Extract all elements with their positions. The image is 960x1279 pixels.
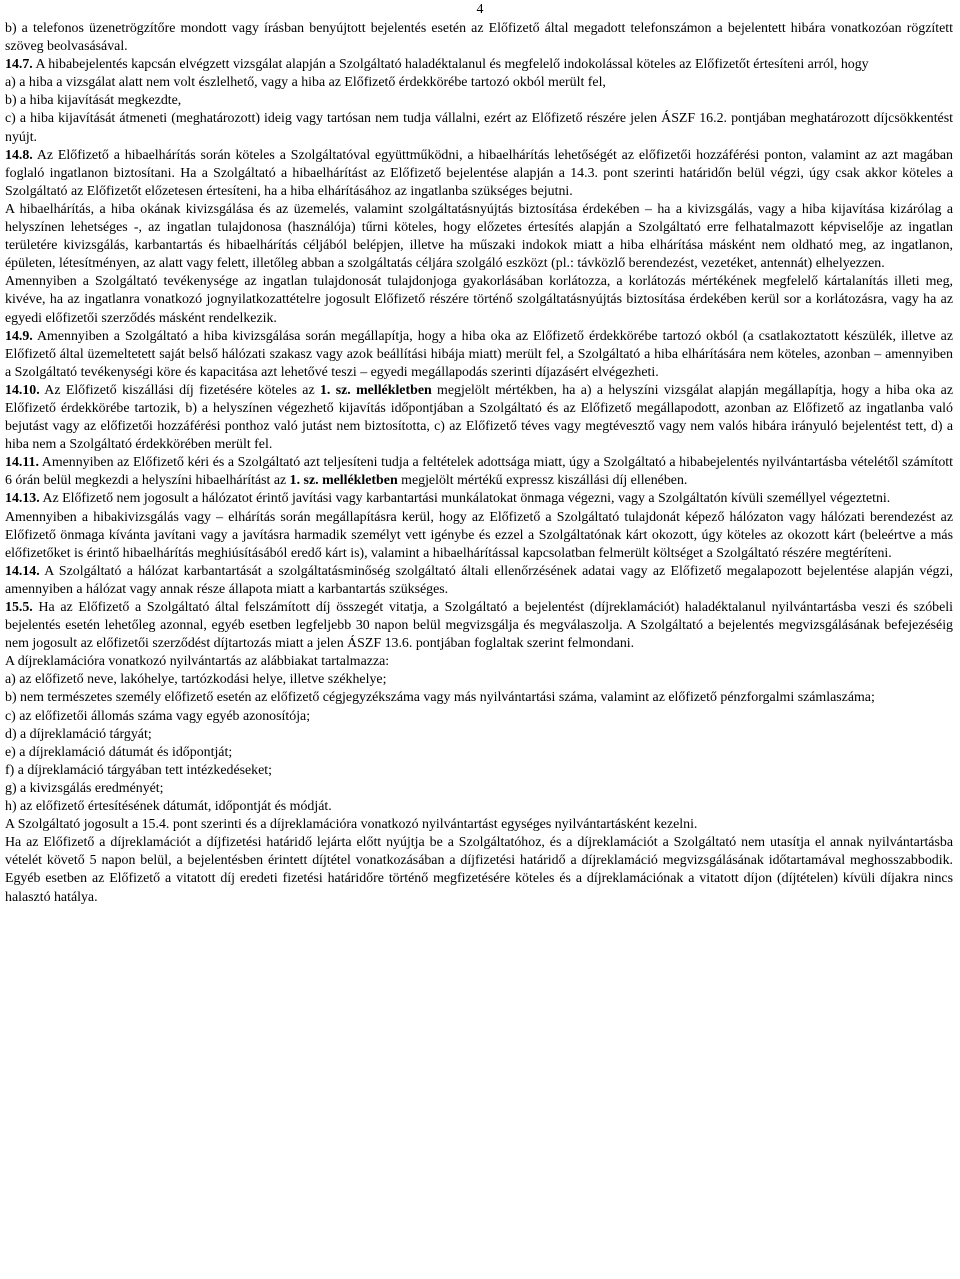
paragraph <box>5 762 953 780</box>
bold-text: 14.13. <box>5 491 40 507</box>
paragraph <box>5 834 953 906</box>
paragraph <box>5 74 953 92</box>
text-run: a) az előfizető neve, lakóhelye, tartózkodási helye, illetve székhelye; <box>5 672 387 688</box>
bold-text: 14.9. <box>5 328 33 344</box>
paragraph <box>5 490 953 508</box>
text-run: d) a díjreklamáció tárgyát; <box>5 726 152 742</box>
paragraph <box>5 110 953 146</box>
text-run: Az Előfizető nem jogosult a hálózatot érintő javítási vagy karbantartási munkálatokat önmaga végezni, vagy a Szolgáltatón kívüli személlyel végeztetni. <box>39 491 891 507</box>
text-run: g) a kivizsgálás eredményét; <box>5 780 164 796</box>
document-body <box>5 20 953 907</box>
text-run: e) a díjreklamáció dátumát és időpontját; <box>5 744 233 760</box>
bold-text: 14.8. <box>5 147 33 163</box>
text-run: h) az előfizető értesítésének dátumát, időpontját és módját. <box>5 799 332 815</box>
text-run: c) a hiba kijavítását átmeneti (meghatározott) ideig vagy tartósan nem tudja vállalni, ezért az Előfizető részére jelen ÁSZF 16.2. pontjában meghatározott díjcsökkentést nyújt. <box>5 111 953 145</box>
paragraph <box>5 689 953 707</box>
paragraph <box>5 509 953 563</box>
paragraph <box>5 599 953 653</box>
paragraph <box>5 454 953 490</box>
text-run: A Szolgáltató jogosult a 15.4. pont szerinti és a díjreklamációra vonatkozó nyilvántartást egységes nyilvántartásként kezelni. <box>5 817 698 833</box>
text-run: A hibaelhárítás, a hiba okának kivizsgálása és az üzemelés, valamint szolgáltatásnyújtás biztosítása érdekében – ha a kivizsgálás, vagy a hiba kijavítása kizárólag a helyszínen lehetséges -, az ingatlan tulajdonosa (használója) tűrni köteles, hogy előzetes értesítés alapján a Szolgáltató erre felhatalmazott képviselője az ingatlan területére kivizsgálás, karbantartás és hibaelhárítás céljából belépjen, illetve ha műszaki indokok miatt a hiba elhárítása másként nem oldható meg, az ingatlanon, épületen, létesítményen, az alatt vagy felett, illetőleg abban a szolgáltatás céljára szolgáló eszközt (pl.: távközlő berendezést, vezetéket, antennát) elhelyezzen. <box>5 201 953 272</box>
paragraph <box>5 708 953 726</box>
bold-text: 14.14. <box>5 563 40 579</box>
text-run: A hibabejelentés kapcsán elvégzett vizsgálat alapján a Szolgáltató haladéktalanul és megfelelő indokolással köteles az Előfizetőt értesíteni arról, hogy <box>32 57 869 73</box>
text-run: Amennyiben a Szolgáltató tevékenysége az ingatlan tulajdonosát tulajdonjoga gyakorlásában korlátozza, a korlátozás mértékének megfelelő kártalanítás illeti meg, kivéve, ha az ingatlanra vonatkozó jognyilatkozattételre jogosult Előfizető részére történő szolgáltatásnyújtás biztosítása érdekében kerül sor a korlátozásra, vagy ha az egyedi előfizetői szerződés másként rendelkezik. <box>5 274 953 326</box>
paragraph <box>5 726 953 744</box>
text-run: Az Előfizető a hibaelhárítás során köteles a Szolgáltatóval együttműködni, a hibaelhárítás lehetőségét az előfizetői hozzáférési ponton, valamint az azt magában foglaló ingatlanon biztosítani. Ha a Szolgáltató a hibaelhárítást az Előfizető bejelentése alapján a 14.3. pont szerinti határidőn belül végzi, úgy csak akkor köteles a Szolgáltató az Előfizetőt előzetesen értesíteni, ha a hiba elhárításához az ingatlanba szükséges bejutni. <box>5 147 953 199</box>
paragraph <box>5 92 953 110</box>
paragraph <box>5 798 953 816</box>
paragraph <box>5 382 953 454</box>
paragraph <box>5 56 953 74</box>
text-run: Ha az Előfizető a Szolgáltató által felszámított díj összegét vitatja, a Szolgáltató a bejelentést (díjreklamációt) haladéktalanul nyilvántartásba veszi és szóbeli bejelentés esetén lehetőleg azonnal, egyéb esetben legfeljebb 30 napon belül megvizsgálja és megválaszolja. A Szolgáltató a bejelentés megvizsgálásának befejezéséig nem jogosult az előfizetői szerződést díjtartozás miatt a jelen ÁSZF 13.6. pontjában foglaltak szerint felmondani. <box>5 600 953 652</box>
text-run: Amennyiben az Előfizető kéri és a Szolgáltató azt teljesíteni tudja a feltételek adottsága miatt, úgy a Szolgáltató a hibabejelentés nyilvántartásba vételétől számított 6 órán belül megkezdi a helyszíni hibaelhárítást az <box>5 455 953 489</box>
text-run: Ha az Előfizető a díjreklamációt a díjfizetési határidő lejárta előtt nyújtja be a Szolgáltatóhoz, és a díjreklamációt a Szolgáltató nem utasítja el annak nyilvántartásba vételét követő 5 napon belül, a bejelentésben érintett díjtétel vonatkozásában a díjfizetési határidő a díjreklamáció megvizsgálásának időtartamával meghosszabbodik. Egyéb esetben az Előfizető a vitatott díj eredeti fizetési határidőre történő megfizetésére köteles és a díjreklamációnak a vitatott díjon (díjtételen) kívüli díjakra nincs halasztó hatálya. <box>5 835 953 905</box>
text-run: A díjreklamációra vonatkozó nyilvántartás az alábbiakat tartalmazza: <box>5 654 390 670</box>
text-run: Amennyiben a Szolgáltató a hiba kivizsgálása során megállapítja, hogy a hiba oka az Előfizető érdekkörébe tartozó okból (a csatlakoztatott készülék, illetve az Előfizető által üzemeltetett saját belső hálózati szakasz vagy azok beállítási hibája miatt) merült fel, a Szolgáltató a hiba elhárítására nem köteles, azonban – amennyiben a Szolgáltató tevékenységi köre és kapacitása azt lehetővé teszi – egyedi megállapodás szerinti díjazásért elvégezheti. <box>5 328 953 380</box>
text-run: Az Előfizető kiszállási díj fizetésére köteles az <box>39 382 320 398</box>
text-run: Amennyiben a hibakivizsgálás vagy – elhárítás során megállapításra kerül, hogy az Előfizető a Szolgáltató tulajdonát képező hálózaton vagy hálózati berendezést az Előfizető önmaga kívánta javítani vagy a javításra harmadik személyt vett igénybe és ezzel a Szolgáltatónak kárt okozott, úgy köteles az okozott kárt (beleértve a más előfizetőket is érintő hibaelhárítás meghiúsításából eredő kárt is), valamint a hibaelhárítással kapcsolatban felmerült költséget a Szolgáltató részére megtéríteni. <box>5 509 953 561</box>
paragraph <box>5 816 953 834</box>
paragraph <box>5 273 953 327</box>
paragraph <box>5 653 953 671</box>
paragraph <box>5 20 953 56</box>
bold-text: 1. sz. mellékletben <box>319 382 432 398</box>
text-run: b) a hiba kijavítását megkezdte, <box>5 93 182 109</box>
text-run: a) a hiba a vizsgálat alatt nem volt észlelhető, vagy a hiba az Előfizető érdekkörébe tartozó okból merült fel, <box>5 75 606 91</box>
bold-text: 1. sz. mellékletben <box>289 473 398 489</box>
text-run: b) nem természetes személy előfizető esetén az előfizető cégjegyzékszáma vagy más nyilvántartási száma, valamint az előfizető pénzforgalmi számlaszáma; <box>5 690 875 706</box>
bold-text: 14.7. <box>5 57 33 73</box>
paragraph <box>5 563 953 599</box>
bold-text: 15.5. <box>5 600 33 615</box>
bold-text: 14.11. <box>5 455 39 471</box>
paragraph <box>5 328 953 382</box>
text-run: b) a telefonos üzenetrögzítőre mondott vagy írásban benyújtott bejelentés esetén az Előfizető által megadott telefonszámon a bejelentett hibára vonatkozóan rögzített szöveg beolvasásával. <box>5 21 953 55</box>
paragraph <box>5 201 953 273</box>
text-run: megjelölt mértékű expressz kiszállási díj ellenében. <box>397 473 688 489</box>
bold-text: 14.10. <box>5 382 40 398</box>
page-number: 4 <box>476 2 484 17</box>
paragraph <box>5 780 953 798</box>
text-run: megjelölt mértékben, ha a) a helyszíni vizsgálat alapján megállapítja, hogy a hiba oka az Előfizető érdekkörébe tartozik, b) a helyszínen végezhető kijavítás időpontjában a Szolgáltató és az Előfizető megállapodott, azonban az Előfizető az ingatlanba való bejutást vagy az előfizetői hozzáférési ponthoz való jutást nem biztosította, c) az Előfizető téves vagy megtévesztő vagy nem valós hibára irányuló bejelentést tett, d) a hiba nem a Szolgáltató érdekkörében merült fel. <box>5 382 953 453</box>
text-run: A Szolgáltató a hálózat karbantartását a szolgáltatásminőség szolgáltató általi ellenőrzésének adatai vagy az Előfizető megalapozott bejelentése alapján végzi, amennyiben a hálózat vagy annak része állapota miatt a karbantartás szükséges. <box>5 563 953 597</box>
text-run: f) a díjreklamáció tárgyában tett intézkedéseket; <box>5 762 273 778</box>
paragraph <box>5 671 953 689</box>
paragraph <box>5 147 953 201</box>
paragraph <box>5 744 953 762</box>
text-run: c) az előfizetői állomás száma vagy egyéb azonosítója; <box>5 708 311 724</box>
